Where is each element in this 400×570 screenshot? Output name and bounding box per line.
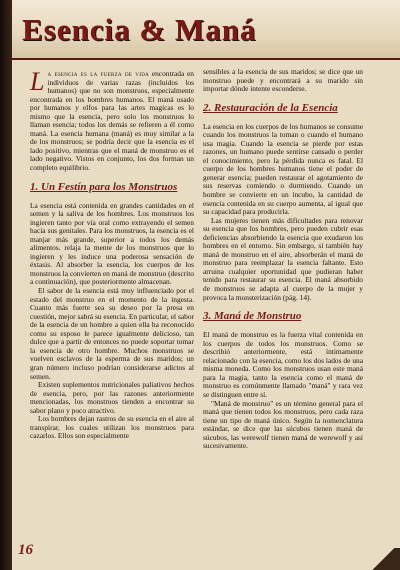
left-column (30, 68, 194, 441)
page-title: Esencia & Maná (22, 12, 257, 47)
section-heading-1: 1. Un Festín para los Monstruos (30, 180, 178, 193)
drop-cap: L (30, 67, 45, 96)
section-heading-2: 2. Restauración de la Esencia (203, 101, 338, 114)
section-1-paragraph-3: Existen suplementos nutricionales paliativos hechos de esencia, pero, por las razones anteriormente mencionadas, los monstruos tienden a encontrar su sabor plano y poco atractivo. (30, 380, 194, 415)
page-header (12, 0, 400, 60)
section-2-paragraph-2: Las mujeres tienen más dificultades para renovar su esencia que los hombres, pero pueden cubrir esas deficiencias absorbiendo la esencia que exudaron los hombres en el entorno. Sin embargo, si también hay maná de monstruo en el aire, absorberán el maná de monstruo para reemplazar la esencia faltante. Esto arruina cualquier oportunidad que pudieran haber tenido para restaurar su esencia. El maná absorbido de monstruos se adapta al cuerpo de la mujer y provoca la monsterización (pág. 14). (203, 215, 363, 302)
section-3-paragraph-2: "Maná de monstruo" es un término general para el maná que tienen todos los monstruos, pero cada raza tiene un tipo de maná único. Según la nomenclatura estándar, se dice que las súcubos tienen maná de súcubos, las werewolf tienen maná de werewolf y así sucesivamente. (203, 398, 363, 451)
page-left-border (0, 0, 12, 570)
intro-paragraph (30, 68, 194, 173)
intro-text: encontrada en individuos de varias razas (incluidos los humanos) que no son monstruos, especialmente encontrada en los hombres humanos. El maná usado por humanos y elfos para las artes magicas es lo mismo que la esencia, pero solo los monstruos lo llaman esencia; todos los demás se refieren a él como maná. La esencia humana (maná) es muy similar a la de los monstruos; se podría decir que la esencia es el lado positivo, mientras que el maná de monstruo es el lado negativo. Vistos en conjunto, los dos forman un completo equilibrio. (30, 69, 194, 173)
section-1-paragraph-2: El sabor de la esencia está muy influenciado por el estado del monstruo en el momento de la ingesta. Cuanto más fuerte sea su deseo por la presa en cuestión, mejor sabrá su esencia. En particular, el sabor de la esencia de un hombre a quien ella ha reconocido como su esposo le parece igualmente delicioso, tan dulce que a partir de entonces no puede soportar tomar la esencia de otro hombre. Muchos monstruos se vuelven esclavos de la esperma de sus maridos; un gran número incluso podrían considerarse adictos al semen. (30, 286, 194, 381)
section-3-paragraph-1: El maná de monstruo es la fuerza vital contenida en los cuerpos de todos los monstruos. Como se describió anteriormente, está íntimamente relacionado con la esencia, como los dos lados de una misma moneda. Como los monstruos usan este maná para la magia, tanto la esencia como el maná de monstruo es comúnmente llamado "maná" y rara vez se distinguen entre sí. (203, 330, 363, 399)
page-corner-ornament (366, 548, 400, 570)
section-1-paragraph-1: La esencia está contenida en grandes cantidades en el semen y la saliva de los hombres. Los monstruos los ingieren tanto por vía oral como extrayendo el semen hacia sus genitales. Para los monstruos, la esencia es el manjar más grande, superior a todos los demás alimentos. relaja la mente de los monstruos que lo ingieren y les induce una poderosa sensación de éxtasis. Al absorber la esencia, los cuerpos de los monstruos la convierten en maná de monstruo (descrito a continuación), que posteriormente almacenan. (30, 200, 194, 287)
section-1-paragraph-4: Los hombres dejan rastros de su esencia en el aire al transpirar, los cuales utilizan los monstruos para cazarlos. Ellos son especialmente (30, 414, 194, 441)
section-2-paragraph-1: La esencia en los cuerpos de los humanos se consume cuando los monstruos la toman o cuando el humano usa magia. Cuando la esencia se pierde por estas razones, un humano puede sentirse cansado o perder el conocimiento, pero la pérdida nunca es fatal. El cuerpo de los hombres humanos tiene el poder de generar esencia; pueden restaurar el agotamiento de sus reservas comiendo o durmiendo. Cuando un hombre se convierte en un íncubo, la cantidad de esencia contenida en su cuerpo aumenta, al igual que su capacidad para producirla. (203, 121, 363, 217)
intro-lead: a esencia es la fuerza de vida (47, 69, 150, 78)
right-column-continuation-space (203, 68, 363, 94)
page-number: 16 (18, 542, 33, 558)
right-column (203, 58, 363, 451)
section-heading-3: 3. Maná de Monstruo (203, 310, 302, 323)
section-1-paragraph-4-continued: sensibles a la esencia de sus maridos; se dice que un monstruo puede y encontrará a su marido sin importar dónde intente esconderse. (203, 67, 363, 94)
